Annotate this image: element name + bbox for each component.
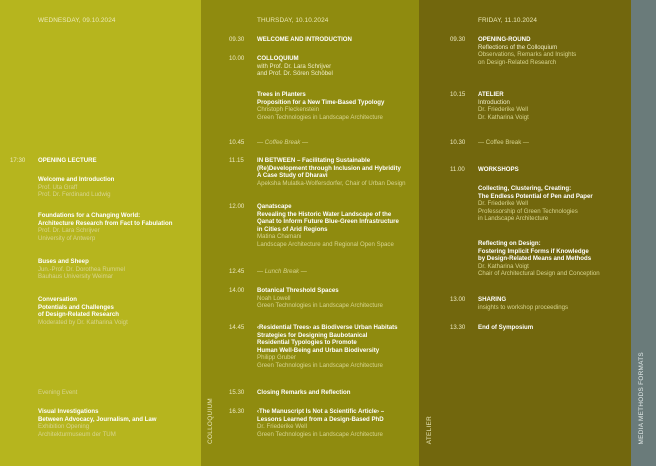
speaker: with Prof. Dr. Lara Schrijver xyxy=(257,62,332,70)
wednesday-column xyxy=(0,0,201,466)
sharing-block xyxy=(478,296,568,311)
time-1245: 12.45 xyxy=(229,268,245,275)
speaker: Dr. Katharina Voigt xyxy=(478,113,529,121)
foundations-talk xyxy=(38,212,172,242)
talk-title: A Case Study of Dharavi xyxy=(257,172,328,180)
workshop-title: Collecting, Clustering, Creating: xyxy=(478,185,572,192)
workshop-title: The Endless Potential of Pen and Paper xyxy=(478,192,593,200)
thursday-date: THURSDAY, 10.10.2024 xyxy=(257,17,329,24)
session-title: ATELIER xyxy=(478,91,504,98)
opening-lecture-block xyxy=(38,157,97,165)
speaker: Prof. Dr. Lara Schrijver xyxy=(38,227,100,235)
time-1200: 12.00 xyxy=(229,203,245,210)
colloquium-block xyxy=(257,55,333,78)
time-1300: 13.00 xyxy=(450,296,466,303)
manuscript-talk xyxy=(257,408,384,438)
evening-event-text: Evening Event xyxy=(38,389,78,396)
affiliation: Green Technologies in Landscape Architecture xyxy=(257,113,383,121)
talk-title: Strategies for Designing Baubotanical xyxy=(257,331,368,339)
time-1730: 17:30 xyxy=(10,157,26,164)
speaker: and Prof. Dr. Sören Schöbel xyxy=(257,70,333,78)
welcome-talk xyxy=(38,176,114,199)
talk-title: Visual Investigations xyxy=(38,408,99,415)
affiliation: Chair of Architectural Design and Conception xyxy=(478,270,600,278)
colloquium-vertical-label: COLLOQUIUM xyxy=(207,398,214,444)
session-title: End of Symposium xyxy=(478,324,534,331)
wednesday-date: WEDNESDAY, 09.10.2024 xyxy=(38,17,116,24)
session-title: OPENING-ROUND xyxy=(478,36,531,43)
talk-title: Between Advocacy, Journalism, and Law xyxy=(38,415,157,423)
workshop-title: by Design-Related Means and Methods xyxy=(478,255,592,263)
talk-title: Botanical Threshold Spaces xyxy=(257,287,339,294)
session-description: insights to workshop proceedings xyxy=(478,303,569,311)
time-1000: 10.00 xyxy=(229,55,245,62)
session-description: Observations, Remarks and Insights xyxy=(478,51,577,59)
time-1445: 14.45 xyxy=(229,324,245,331)
talk-title: Human Well-Being and Urban Biodiversity xyxy=(257,346,380,354)
talk-title: Potentials and Challenges xyxy=(38,303,114,311)
break-label: — Lunch Break — xyxy=(257,268,307,275)
workshops-block xyxy=(478,166,519,174)
talk-title: Proposition for a New Time-Based Typology xyxy=(257,98,385,106)
talk-title: Foundations for a Changing World: xyxy=(38,212,141,219)
talk-title: Lessons Learned from a Design-Based PhD xyxy=(257,415,384,423)
talk-title: Qanatscape xyxy=(257,203,292,210)
speaker: Noah Lowell xyxy=(257,294,291,302)
talk-title: in Cities of Arid Regions xyxy=(257,225,328,233)
residential-trees-talk xyxy=(257,324,398,370)
talk-title: Welcome and Introduction xyxy=(38,176,115,183)
coffee-break xyxy=(478,139,529,147)
buses-talk xyxy=(38,258,125,281)
welcome-block xyxy=(257,36,352,44)
opening-round-block xyxy=(478,36,576,66)
time-0930: 09.30 xyxy=(450,36,466,43)
botanical-talk xyxy=(257,287,383,310)
speaker: Christoph Fleckenstein xyxy=(257,106,319,114)
talk-title: Qanat to Inform Future Blue-Green Infrastructure xyxy=(257,218,399,226)
end-of-symposium xyxy=(478,324,533,332)
speaker: Matina Chamani xyxy=(257,233,302,241)
session-title: WELCOME AND INTRODUCTION xyxy=(257,36,352,43)
thursday-column xyxy=(201,0,419,466)
atelier-vertical-label: ATELIER xyxy=(426,415,433,444)
in-between-talk xyxy=(257,157,406,187)
talk-title: Residential Typologies to Promote xyxy=(257,339,357,347)
time-1630: 16.30 xyxy=(229,408,245,415)
lunch-break xyxy=(257,268,307,276)
speaker: Dr. Katharina Voigt xyxy=(478,262,529,270)
speaker: Prof. Dr. Ferdinand Ludwig xyxy=(38,191,111,199)
visual-investigations-block xyxy=(38,408,157,438)
speaker: Dr. Friederike Well xyxy=(478,200,529,208)
opening-lecture-title: OPENING LECTURE xyxy=(38,157,97,164)
time-1100: 11.00 xyxy=(450,166,465,173)
talk-title: ‹Residential Trees› as Biodiverse Urban Habitats xyxy=(257,324,398,331)
time-1330: 13.30 xyxy=(450,324,466,331)
time-1015: 10.15 xyxy=(450,91,466,98)
talk-title: Conversation xyxy=(38,296,77,303)
session-description: on Design-Related Research xyxy=(478,58,557,66)
talk-title: Architecture Research from Fact to Fabulation xyxy=(38,219,173,227)
talk-title: (Re)Development through Inclusion and Hybridity xyxy=(257,164,401,172)
talk-title: of Design-Related Research xyxy=(38,311,119,319)
side-strip xyxy=(631,0,656,466)
event-venue: Architekturmuseum der TUM xyxy=(38,430,116,438)
conversation-block xyxy=(38,296,128,326)
moderator: Moderated by Dr. Katharina Voigt xyxy=(38,318,128,326)
session-title: COLLOQUIUM xyxy=(257,55,299,62)
speaker: Dr. Friederike Well xyxy=(478,106,529,114)
affiliation: Green Technologies in Landscape Architecture xyxy=(257,430,383,438)
event-subtitle: Exhibition Opening xyxy=(38,423,90,431)
workshop-reflecting-design xyxy=(478,240,600,278)
talk-title: IN BETWEEN – Facilitating Sustainable xyxy=(257,157,371,164)
session-title: WORKSHOPS xyxy=(478,166,519,173)
trees-talk xyxy=(257,91,384,121)
session-subtitle: Reflections of the Colloquium xyxy=(478,43,558,51)
session-title: Closing Remarks and Reflection xyxy=(257,389,351,396)
talk-title: Trees in Planters xyxy=(257,91,306,98)
atelier-block xyxy=(478,91,529,121)
qanatscape-talk xyxy=(257,203,399,249)
speaker: Apeksha Mulatka-Wolfersdorfer, Chair of Urban Design xyxy=(257,179,406,187)
affiliation: in Landscape Architecture xyxy=(478,215,549,223)
break-label: — Coffee Break — xyxy=(478,139,530,146)
affiliation: Bauhaus University Weimar xyxy=(38,273,114,281)
speaker: Dr. Friederike Well xyxy=(257,423,308,431)
time-1045: 10.45 xyxy=(229,139,245,146)
friday-column xyxy=(419,0,631,466)
time-1115: 11.15 xyxy=(229,157,244,164)
speaker: Philipp Gruber xyxy=(257,354,296,362)
speaker: Jun.-Prof. Dr. Dorothea Rummel xyxy=(38,265,126,273)
time-1400: 14.00 xyxy=(229,287,245,294)
coffee-break xyxy=(257,139,308,147)
speaker: Prof. Uta Graff xyxy=(38,183,78,191)
friday-date: FRIDAY, 11.10.2024 xyxy=(478,17,537,24)
affiliation: University of Antwerp xyxy=(38,234,96,242)
talk-title: ‹The Manuscript Is Not a Scientific Article› – xyxy=(257,408,385,415)
affiliation: Green Technologies in Landscape Architecture xyxy=(257,302,383,310)
affiliation: Green Technologies in Landscape Architecture xyxy=(257,361,383,369)
time-1030: 10.30 xyxy=(450,139,466,146)
affiliation: Landscape Architecture and Regional Open Space xyxy=(257,240,394,248)
workshop-title: Reflecting on Design: xyxy=(478,240,541,247)
evening-event-label xyxy=(38,389,77,397)
workshop-title: Fostering Implicit Forms if Knowledge xyxy=(478,247,589,255)
talk-title: Revealing the Historic Water Landscape of the xyxy=(257,210,392,218)
break-label: — Coffee Break — xyxy=(257,139,309,146)
session-title: SHARING xyxy=(478,296,507,303)
affiliation: Professorship of Green Technologies xyxy=(478,207,578,215)
time-0930: 09.30 xyxy=(229,36,245,43)
workshop-pen-paper xyxy=(478,185,593,223)
talk-title: Buses and Sheep xyxy=(38,258,89,265)
closing-remarks xyxy=(257,389,350,397)
session-subtitle: Introduction xyxy=(478,98,510,106)
media-methods-formats-label: MEDIA METHODS FORMATS xyxy=(638,351,645,444)
time-1530: 15.30 xyxy=(229,389,245,396)
